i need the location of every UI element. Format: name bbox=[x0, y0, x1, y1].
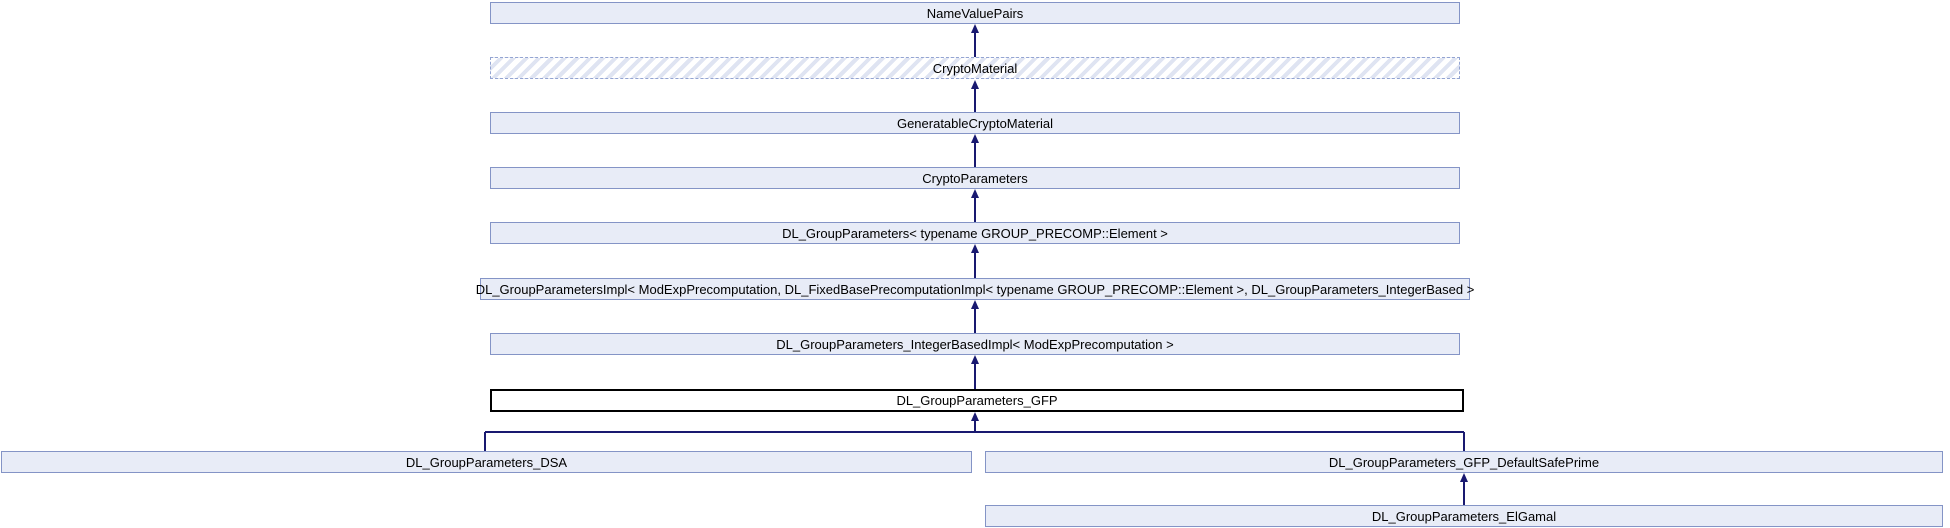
edge-dlgroupparametersimpl-to-dlgroupparameters-arrowhead-icon bbox=[971, 244, 979, 253]
edge-gfp-to-integerbasedimpl bbox=[974, 360, 976, 389]
class-node-dl-group-parameters-dsa[interactable]: DL_GroupParameters_DSA bbox=[1, 451, 972, 473]
class-node-crypto-material[interactable]: CryptoMaterial bbox=[490, 57, 1460, 79]
edge-elgamal-to-defaultsafeprime bbox=[1463, 478, 1465, 505]
class-node-dl-group-parameters[interactable]: DL_GroupParameters< typename GROUP_PRECOMP::Element > bbox=[490, 222, 1460, 244]
edge-split-down-to-dsa bbox=[484, 432, 486, 451]
class-node-crypto-parameters[interactable]: CryptoParameters bbox=[490, 167, 1460, 189]
edge-gfp-to-integerbasedimpl-arrowhead-icon bbox=[971, 355, 979, 364]
class-node-name-value-pairs[interactable]: NameValuePairs bbox=[490, 2, 1460, 24]
edge-dlgroupparameters-to-cryptoparameters-arrowhead-icon bbox=[971, 189, 979, 198]
edge-integerbasedimpl-to-dlgroupparametersimpl-arrowhead-icon bbox=[971, 300, 979, 309]
edge-children-split-horizontal bbox=[485, 431, 1464, 433]
edge-cryptomaterial-to-namevaluepairs bbox=[974, 29, 976, 57]
edge-dlgroupparametersimpl-to-dlgroupparameters bbox=[974, 249, 976, 278]
edge-dlgroupparameters-to-cryptoparameters bbox=[974, 194, 976, 222]
class-node-dl-group-parameters-gfp-default-safe-prime[interactable]: DL_GroupParameters_GFP_DefaultSafePrime bbox=[985, 451, 1943, 473]
edge-children-to-gfp-stub-arrowhead-icon bbox=[971, 412, 979, 421]
class-node-generatable-crypto-material[interactable]: GeneratableCryptoMaterial bbox=[490, 112, 1460, 134]
class-node-dl-group-parameters-gfp: DL_GroupParameters_GFP bbox=[490, 389, 1464, 412]
class-node-dl-group-parameters-impl[interactable]: DL_GroupParametersImpl< ModExpPrecomputation, DL_FixedBasePrecomputationImpl< typename GROUP_PRECOMP::Element >, DL_GroupParameters_IntegerBased > bbox=[480, 278, 1470, 300]
edge-cryptomaterial-to-namevaluepairs-arrowhead-icon bbox=[971, 24, 979, 33]
edge-cryptoparameters-to-generatablecryptomaterial-arrowhead-icon bbox=[971, 134, 979, 143]
edge-integerbasedimpl-to-dlgroupparametersimpl bbox=[974, 305, 976, 333]
edge-elgamal-to-defaultsafeprime-arrowhead-icon bbox=[1460, 473, 1468, 482]
edge-split-down-to-defaultsafeprime bbox=[1463, 432, 1465, 451]
class-node-dl-group-parameters-elgamal[interactable]: DL_GroupParameters_ElGamal bbox=[985, 505, 1943, 527]
edge-generatablecryptomaterial-to-cryptomaterial-arrowhead-icon bbox=[971, 80, 979, 89]
class-node-dl-group-parameters-integer-based-impl[interactable]: DL_GroupParameters_IntegerBasedImpl< ModExpPrecomputation > bbox=[490, 333, 1460, 355]
edge-cryptoparameters-to-generatablecryptomaterial bbox=[974, 139, 976, 167]
edge-generatablecryptomaterial-to-cryptomaterial bbox=[974, 85, 976, 112]
